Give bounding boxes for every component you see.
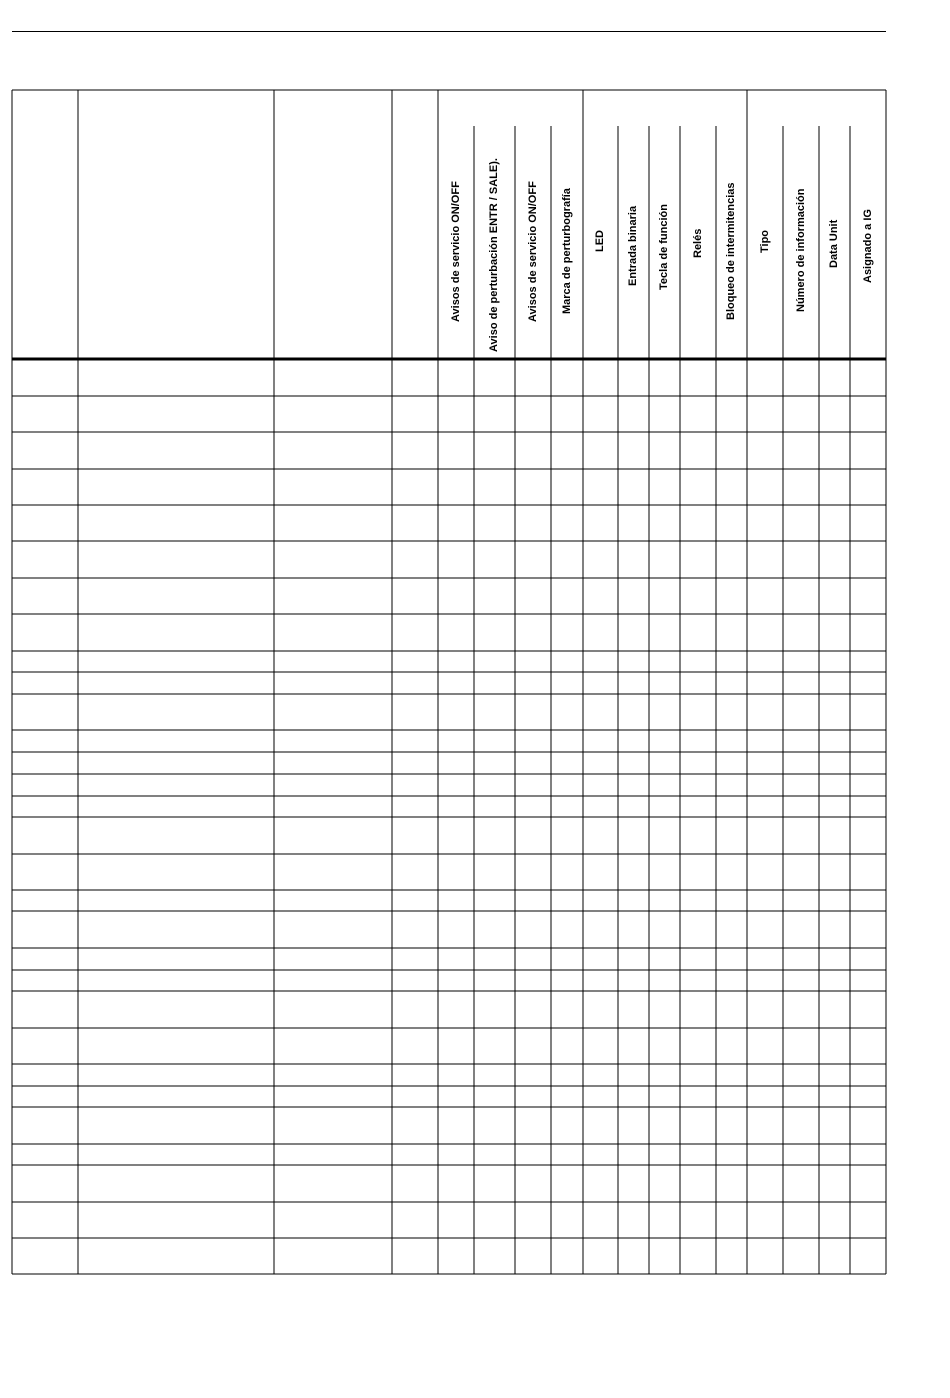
header-asignado-ig: Asignado a IG — [861, 209, 874, 283]
header-entrada-binaria: Entrada binaria — [627, 205, 639, 286]
header-reles: Relés — [691, 228, 704, 258]
header-data-unit: Data Unit — [828, 219, 840, 268]
header-aviso-perturbacion: Aviso de perturbación ENTR / SALE). — [488, 158, 500, 352]
header-led: LED — [594, 230, 606, 252]
header-avisos-servicio-1: Avisos de servicio ON/OFF — [449, 181, 462, 322]
header-numero-informacion: Número de información — [794, 188, 807, 312]
header-avisos-servicio-2: Avisos de servicio ON/OFF — [526, 181, 539, 322]
header-tipo: Tipo — [758, 229, 771, 253]
header-tecla-funcion: Tecla de función — [658, 204, 670, 290]
header-bloqueo-intermitencias: Bloqueo de intermitencias — [725, 182, 737, 320]
header-marca-perturbografia: Marca de perturbografía — [560, 188, 573, 314]
